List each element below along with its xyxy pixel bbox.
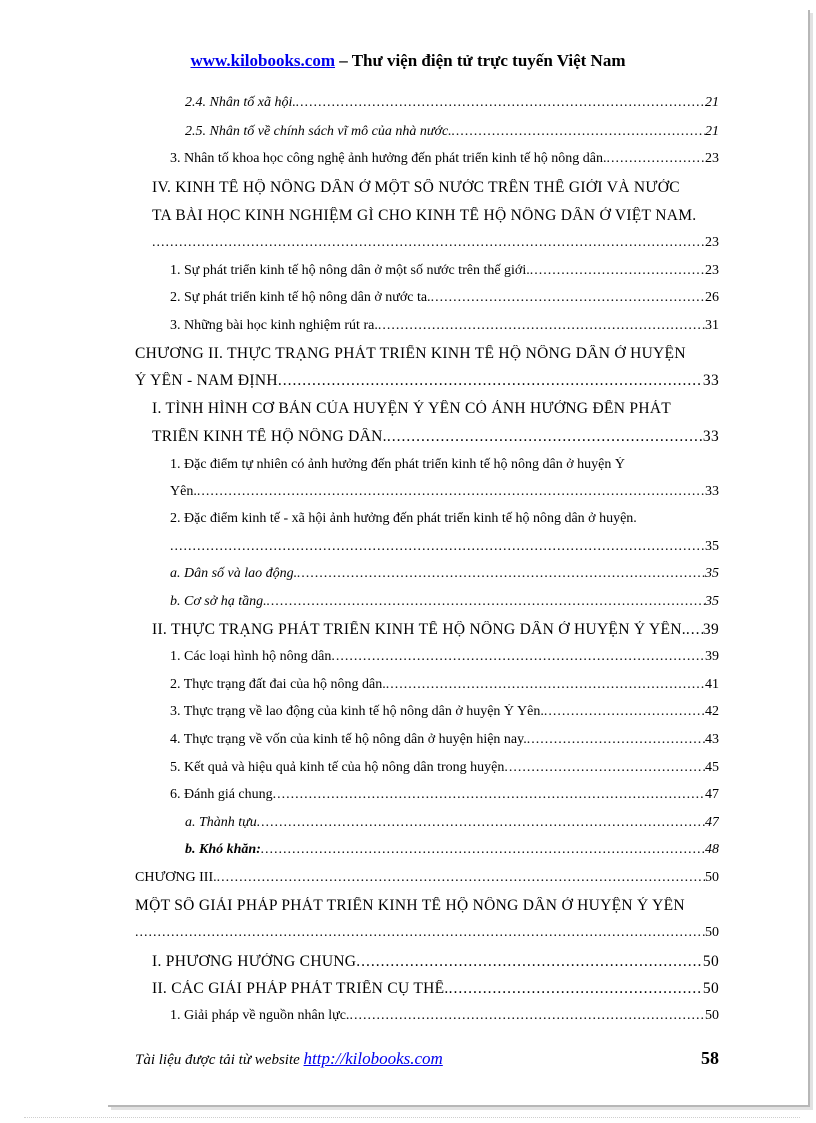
footer-source-link[interactable]: http://kilobooks.com — [303, 1049, 443, 1068]
toc-entry[interactable]: I. TÌNH HÌNH CƠ BẢN CỦA HUYỆN Ý YÊN CÓ ẢNH HƯỞNG ĐẾN PHÁT — [152, 400, 672, 417]
toc-entry[interactable]: II. THỰC TRẠNG PHÁT TRIỂN KINH TẾ HỘ NÔNG DÂN Ở HUYỆN Ý YÊN. ..... 39 — [152, 621, 719, 639]
toc-entry[interactable]: 2.5. Nhân tố về chính sách vĩ mô của nhà nước. ..... 21 — [185, 124, 719, 140]
toc-entry[interactable]: 3. Thực trạng về lao động của kinh tế hộ nông dân ở huyện Ý Yên. ..... 42 — [170, 704, 719, 720]
toc-entry[interactable]: 2. Sự phát triển kinh tế hộ nông dân ở nước ta. ..... 26 — [170, 290, 719, 306]
toc-entry[interactable]: Yên. ..... 33 — [170, 484, 719, 500]
toc-entry[interactable]: CHƯƠNG II. THỰC TRẠNG PHÁT TRIỂN KINH TẾ HỘ NÔNG DÂN Ở HUYỆN — [135, 345, 686, 362]
toc-entry[interactable]: 2. Đặc điểm kinh tế - xã hội ảnh hưởng đến phát triển kinh tế hộ nông dân ở huyện. — [170, 511, 637, 526]
toc-entry[interactable]: ..... 23 — [152, 235, 719, 251]
toc-entry[interactable]: 2. Thực trạng đất đai của hộ nông dân. ..... 41 — [170, 677, 719, 693]
toc-entry[interactable]: ..... 50 — [135, 925, 719, 941]
toc-entry[interactable]: 6. Đánh giá chung ..... 47 — [170, 787, 719, 803]
toc-entry[interactable]: 5. Kết quả và hiệu quả kinh tế của hộ nông dân trong huyện ..... 45 — [170, 760, 719, 776]
toc-entry[interactable]: MỘT SỐ GIẢI PHÁP PHÁT TRIỂN KINH TẾ HỘ NÔNG DÂN Ở HUYỆN Ý YÊN — [135, 897, 685, 914]
toc-entry[interactable]: 1. Đặc điểm tự nhiên có ảnh hưởng đến phát triển kinh tế hộ nông dân ở huyện Ý — [170, 457, 625, 472]
toc-entry[interactable]: 1. Các loại hình hộ nông dân ..... 39 — [170, 649, 719, 665]
header-title: – Thư viện điện tử trực tuyến Việt Nam — [335, 51, 626, 70]
toc-entry[interactable]: 4. Thực trạng về vốn của kinh tế hộ nông dân ở huyện hiện nay. ..... 43 — [170, 732, 719, 748]
toc-entry[interactable]: 3. Nhân tố khoa học công nghệ ảnh hưởng đến phát triển kinh tế hộ nông dân. ..... 23 — [170, 151, 719, 167]
toc-entry[interactable]: TRIỂN KINH TẾ HỘ NÔNG DÂN. ..... 33 — [152, 428, 719, 446]
toc-entry[interactable]: ..... 35 — [170, 539, 719, 555]
header-site-link[interactable]: www.kilobooks.com — [190, 51, 336, 70]
page-number: 58 — [701, 1048, 719, 1068]
toc-entry[interactable]: Ý YÊN - NAM ĐỊNH ..... 33 — [135, 372, 719, 390]
toc-entry[interactable]: II. CÁC GIẢI PHÁP PHÁT TRIỂN CỤ THỂ. ..... 50 — [152, 980, 719, 998]
toc-entry[interactable]: IV. KINH TẾ HỘ NÔNG DÂN Ở MỘT SỐ NƯỚC TRÊN THẾ GIỚI VÀ NƯỚC — [152, 179, 680, 196]
toc-entry[interactable]: TA BÀI HỌC KINH NGHIỆM GÌ CHO KINH TẾ HỘ NÔNG DÂN Ở VIỆT NAM. — [152, 207, 697, 224]
page-footer — [135, 1048, 719, 1070]
toc-entry[interactable]: I. PHƯƠNG HƯỚNG CHUNG ..... 50 — [152, 953, 719, 971]
toc-entry[interactable]: a. Thành tựu ..... 47 — [185, 815, 719, 831]
toc-entry[interactable]: b. Khó khăn: ..... 48 — [185, 842, 719, 858]
toc-entry[interactable]: 2.4. Nhân tố xã hội. ..... 21 — [185, 95, 719, 111]
toc-entry[interactable]: CHƯƠNG III. ..... 50 — [135, 870, 719, 886]
toc-entry[interactable]: 1. Sự phát triển kinh tế hộ nông dân ở một số nước trên thế giới. ..... 23 — [170, 263, 719, 279]
toc-entry[interactable]: 3. Những bài học kinh nghiệm rút ra. ..... 31 — [170, 318, 719, 334]
footer-source: Tài liệu được tải từ website http://kilobooks.com — [135, 1049, 443, 1068]
toc-entry[interactable]: b. Cơ sở hạ tầng. ..... 35 — [170, 594, 719, 610]
toc-entry[interactable]: a. Dân số và lao động. ..... 35 — [170, 566, 719, 582]
toc-entry[interactable]: 1. Giải pháp về nguồn nhân lực. ..... 50 — [170, 1008, 719, 1024]
